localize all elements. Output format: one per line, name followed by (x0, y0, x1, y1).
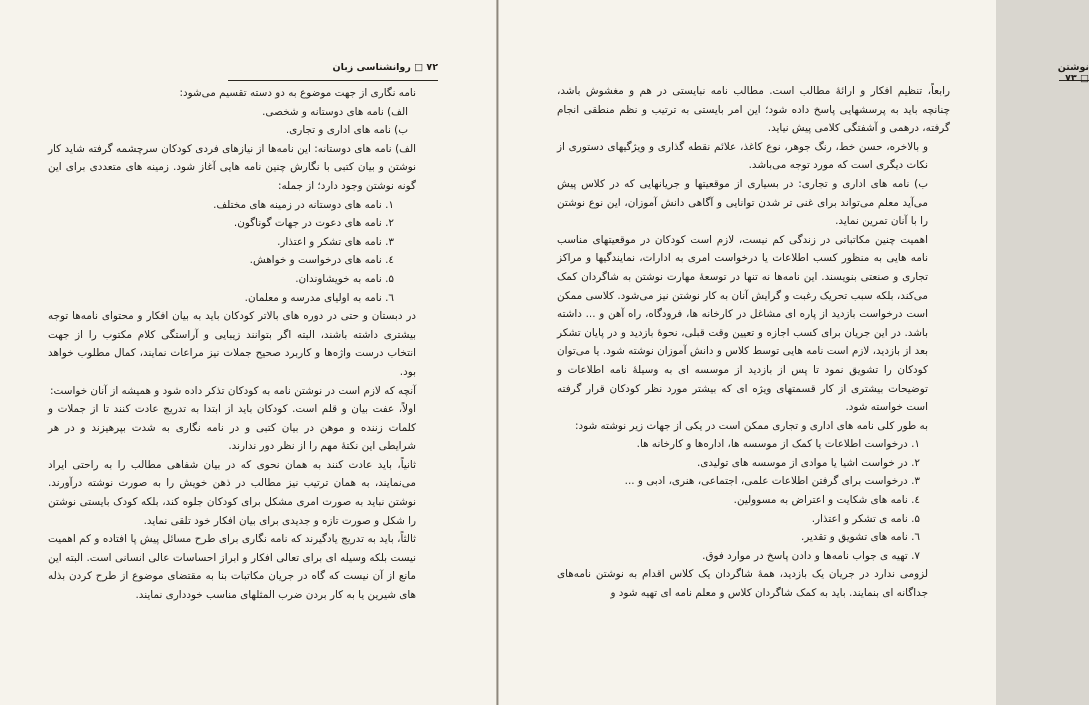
right-page-header: نوشتن □ ۷۳ (1057, 62, 1089, 84)
list-item: ۳. درخواست برای گرفتن اطلاعات علمی، اجتماعی، هنری، ادبی و ... (624, 475, 920, 488)
list-item: ۲. نامه های دعوت در جهات گوناگون. (233, 217, 394, 230)
left-page (0, 0, 497, 705)
list-item: الف) نامه های دوستانه و شخصی. (262, 105, 408, 118)
list-item: ٦. نامه به اولیای مدرسه و معلمان. (244, 291, 394, 304)
paragraph: الف) نامه های دوستانه: این نامه‌ها از نیازهای فردی کودکان سرچشمه گرفته شاید کار نوشتن و بیان کتبی با نگارش چنین نامه هایی آغاز شود. زمینه های متعددی برای این گونه نوشتن وجود دارد؛ از جمله: (48, 142, 416, 192)
list-item: ۲. در خواست اشیا یا موادی از موسسه های تولیدی. (696, 456, 920, 469)
list-item: ۳. نامه های تشکر و اعتذار. (277, 235, 394, 248)
list-item: ٦. نامه های تشویق و تقدیر. (800, 531, 920, 544)
paragraph: در دبستان و حتی در دوره های بالاتر کودکان باید به بیان افکار و محتوای نامه‌ها توجه بیشتری داشته باشند، البته اگر بتوانند زیبایی و آراستگی کلام مکتوب را از جهت انتخاب درست واژه‌ها و کاربرد صحیح جملات نیز مراعات نمایند، کمال مطلوب خواهد بود. (48, 310, 416, 378)
list-item: ٤. نامه های شکایت و اعتراض به مسوولین. (733, 494, 920, 507)
left-page-header: ۷۲ □ روانشناسی زبان (228, 62, 438, 81)
list-item: ۵. نامه ی تشکر و اعتذار. (811, 512, 920, 525)
paragraph: به طور کلی نامه های اداری و تجاری ممکن است در یکی از جهات زیر نوشته شود: (574, 419, 928, 432)
left-page-body (48, 84, 438, 605)
list-item: ۱. نامه های دوستانه در زمینه های مختلف. (213, 198, 394, 211)
paragraph: لزومی ندارد در جریان یک بازدید، همهٔ شاگردان یک کلاس اقدام به نوشتن نامه‌های جداگانه ای بنمایند. باید به کمک شاگردان کلاس و معلم نامه ای تهیه شود و (557, 568, 928, 600)
paragraph: رابعاً، تنظیم افکار و ارائهٔ مطالب است. مطالب نامه نبایستی در هم و مغشوش باشد، چنانچه باید به پرسشهایی پاسخ داده شود؛ این امر بایستی به ترتیب و نظم منطقی انجام گرفته، درهمی و آشفتگی کلامی پیش نیاید. (557, 85, 950, 135)
paragraph: اولاً، عفت بیان و قلم است. کودکان باید از ابتدا به تدریج عادت کنند تا از جملات و کلمات زننده و موهن در بیان کتبی و در نامه نگاری به شدت بپرهیزند و در هر شرایطی این نکتهٔ مهم را از نظر دور ندارند. (48, 403, 416, 453)
list-item: ۱. درخواست اطلاعات یا کمک از موسسه ها، اداره‌ها و کارخانه ها. (636, 438, 920, 451)
list-item: ۵. نامه به خویشاوندان. (295, 272, 394, 285)
right-page-body (557, 82, 950, 603)
list-item: ب) نامه های اداری و تجاری. (285, 124, 408, 137)
list-item: ٤. نامه های درخواست و خواهش. (249, 254, 394, 267)
paragraph: ب) نامه های اداری و تجاری: در بسیاری از موقعیتها و جریانهایی که در کلاس پیش می‌آید معلم می‌تواند برای غنی تر شدن توانایی و آگاهی دانش آموزان، این نوع نوشتن را با آنان تمرین نماید. (557, 177, 928, 228)
list-item: ۷. تهیه ی جواب نامه‌ها و دادن پاسخ در موارد فوق. (702, 549, 920, 562)
paragraph: آنچه که لازم است در نوشتن نامه به کودکان تذکر داده شود و همیشه از آنان خواست: (50, 384, 416, 397)
paragraph: و بالاخره، حسن خط، رنگ جوهر، نوع کاغذ، علائم نقطه گذاری و ویژگیهای دستوری از نکات دیگری است که مورد توجه می‌باشد. (557, 140, 928, 172)
paragraph: اهمیت چنین مکاتباتی در زندگی کم نیست، لازم است کودکان در موقعیتهای مناسب نامه هایی به منظور کسب اطلاعات یا درخواست امری به ادارات، نمایندگیها و مراکز تجاری و صنعتی بنویسند. این نامه‌ها نه تنها در توسعهٔ مهارت نوشتن به شاگردان کمک می‌کند، بلکه سبب تحریک رغبت و گرایش آنان به کار نوشتن نیز می‌شود. کلاسی ممکن است درخواست بازدید از پاره ای مشاغل در کارخانه ها، فرودگاه، راه آهن و ... داشته باشد. در این جریان برای کسب اجازه و تعیین وقت قبلی، نحوهٔ بازدید و در پایان تشکر بعد از بازدید، لازم است نامه هایی توسط کلاس و دانش آموزان نوشته شود. یا می‌توان کودکان را تشویق نمود تا پس از بازدید از موسسه ای به وسیلهٔ نامه اطلاعات و توضیحات بیشتری از کار قسمتهای ویژه ای که بیشتر مورد نظر کودکان قرار گرفته است خواسته شود. (557, 233, 928, 414)
right-page (498, 0, 1089, 705)
paragraph: ثانیاً، باید عادت کنند به همان نحوی که در بیان شفاهی مطالب را به راحتی ایراد می‌نمایند، به همان ترتیب نیز مطالب در ذهن خویش را به صورت نوشته درآورند. نوشتن نباید به صورت امری مشکل برای کودکان جلوه کند، بلکه کودک بایستی نوشتن را شکل و صورت تازه و جدیدی برای بیان افکار خود تلقی نماید. (48, 458, 416, 527)
paragraph: ثالثاً، باید به تدریج یادگیرند که نامه نگاری برای طرح مسائل پیش پا افتاده و کم اهمیت نیست بلکه وسیله ای برای تعالی افکار و ابراز احساسات عالی انسانی است. البته این مانع از آن نیست که گاه در جریان مکاتبات بنا به مقتضای موضوع از طرح کردن بذله های شیرین یا به کار بردن ضرب المثلهای مناسب خودداری نمایند. (48, 533, 416, 602)
paragraph: نامه نگاری از جهت موضوع به دو دسته تقسیم می‌شود: (179, 87, 416, 99)
